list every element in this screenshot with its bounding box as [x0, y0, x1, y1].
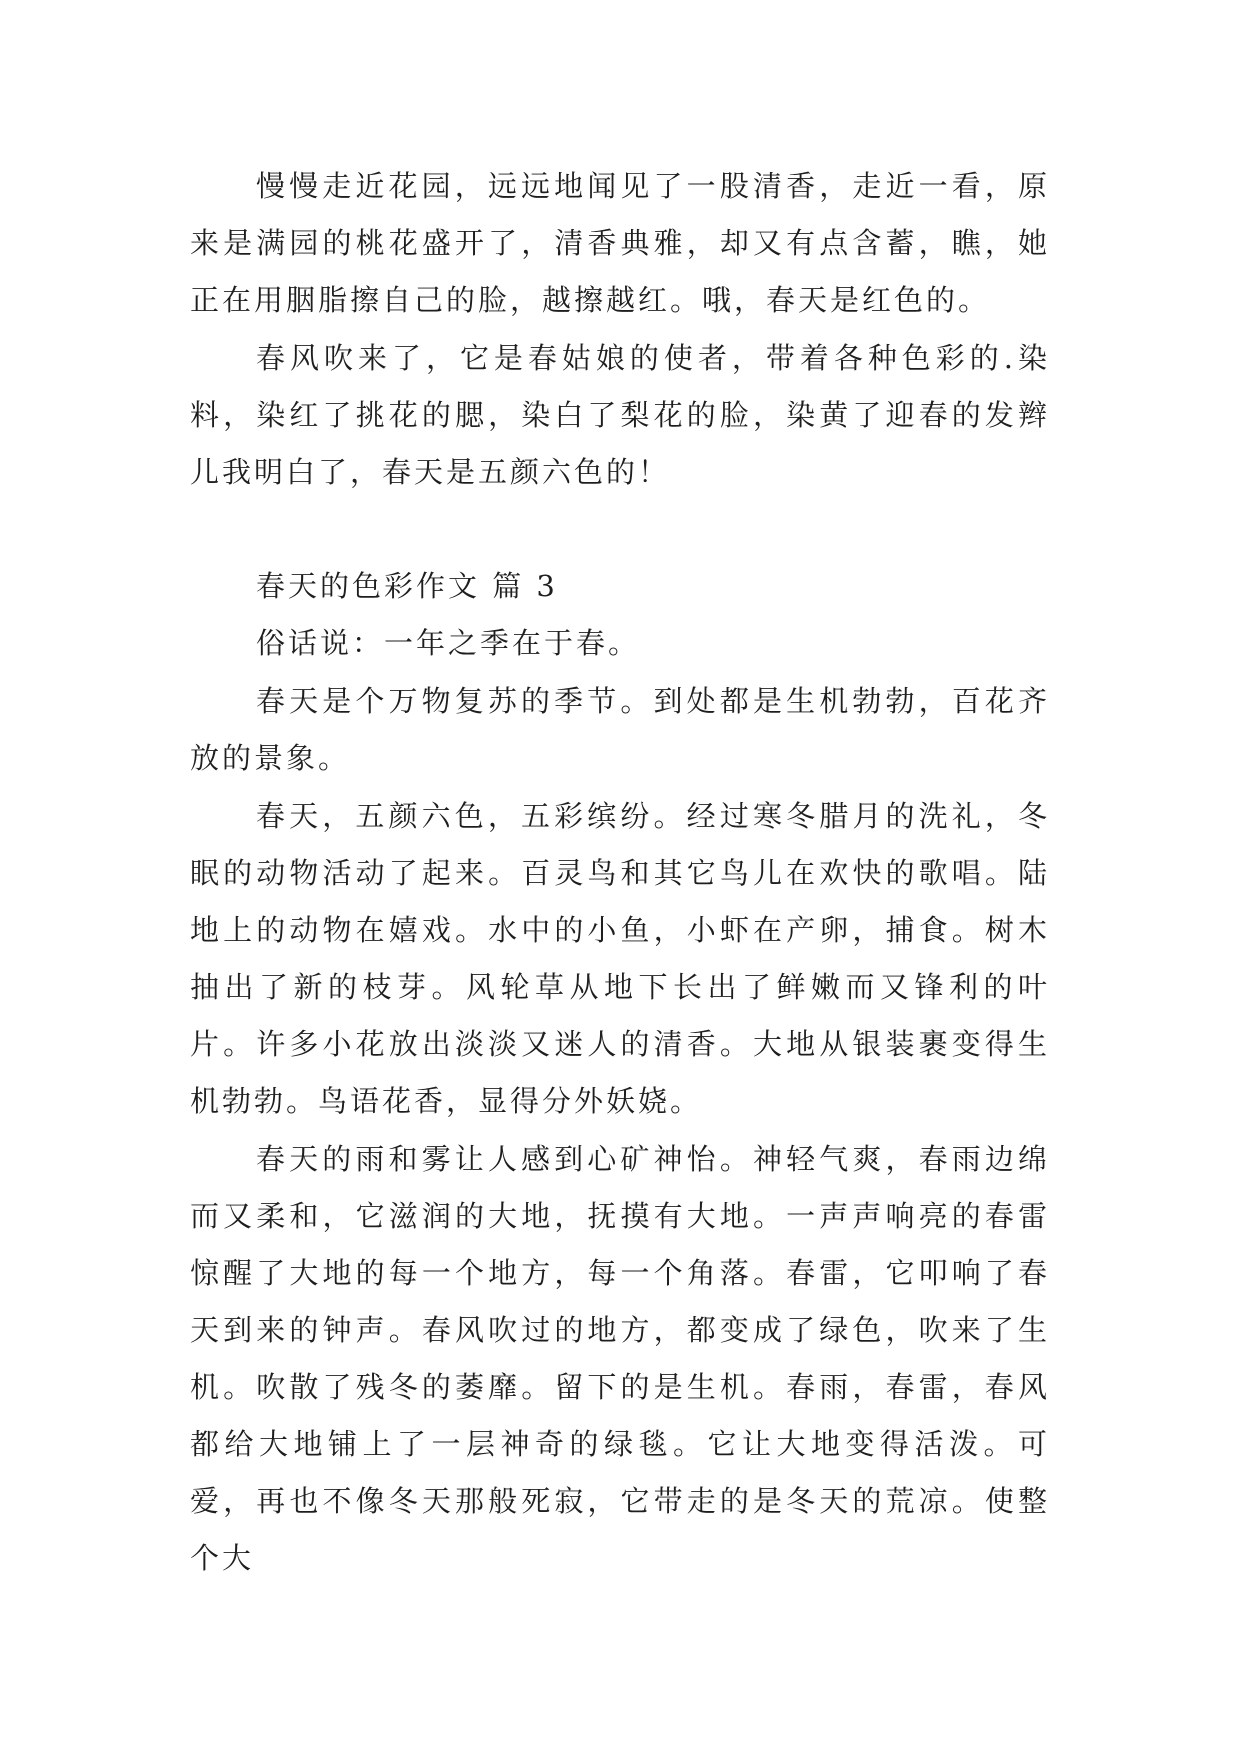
paragraph-proverb: 俗话说：一年之季在于春。	[256, 626, 641, 660]
document-body	[190, 158, 1050, 1588]
section-spacer	[190, 502, 1050, 558]
section-heading: 春天的色彩作文 篇 3	[256, 569, 558, 603]
paragraph-peach-blossoms: 慢慢走近花园，远远地闻见了一股清香，走近一看，原来是满园的桃花盛开了，清香典雅，却又有点含蓄，瞧，她正在用胭脂擦自己的脸，越擦越红。哦，春天是红色的。	[190, 169, 1050, 317]
paragraph-colors: 春天，五颜六色，五彩缤纷。经过寒冬腊月的洗礼，冬眠的动物活动了起来。百灵鸟和其它鸟儿在欢快的歌唱。陆地上的动物在嬉戏。水中的小鱼，小虾在产卵，捕食。树木抽出了新的枝芽。风轮草从地下长出了鲜嫩而又锋利的叶片。许多小花放出淡淡又迷人的清香。大地从银装裹变得生机勃勃。鸟语花香，显得分外妖娆。	[190, 799, 1050, 1118]
paragraph-spring-wind: 春风吹来了，它是春姑娘的使者，带着各种色彩的.染料，染红了挑花的腮，染白了梨花的脸，染黄了迎春的发辫儿我明白了，春天是五颜六色的！	[190, 341, 1050, 489]
paragraph-revival: 春天是个万物复苏的季节。到处都是生机勃勃，百花齐放的景象。	[190, 684, 1050, 775]
paragraph-rain-mist: 春天的雨和雾让人感到心矿神怡。神轻气爽，春雨边绵而又柔和，它滋润的大地，抚摸有大地。一声声响亮的春雷惊醒了大地的每一个地方，每一个角落。春雷，它叩响了春天到来的钟声。春风吹过的地方，都变成了绿色，吹来了生机。吹散了残冬的萎靡。留下的是生机。春雨，春雷，春风都给大地铺上了一层神奇的绿毯。它让大地变得活泼。可爱，再也不像冬天那般死寂，它带走的是冬天的荒凉。使整个大	[190, 1142, 1050, 1575]
